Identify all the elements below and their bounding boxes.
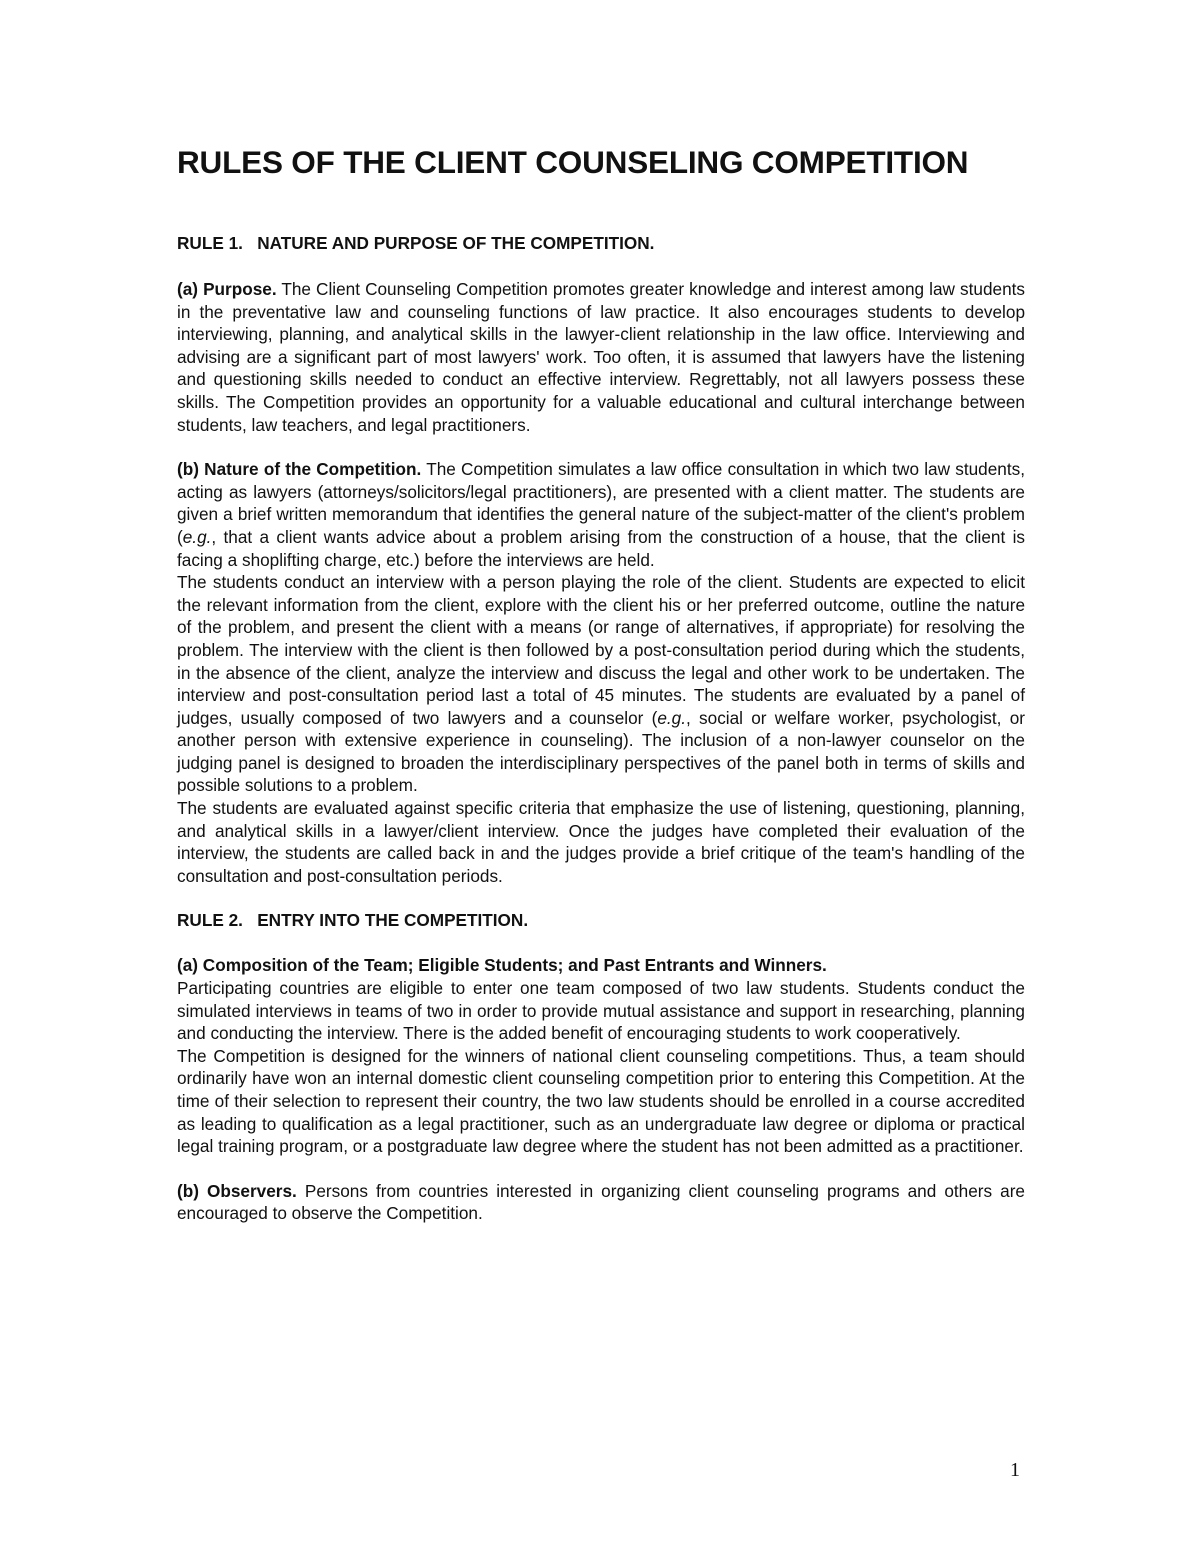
rule-1-heading: RULE 1. NATURE AND PURPOSE OF THE COMPETITION. xyxy=(177,233,655,253)
rule-1b-eg-2: e.g. xyxy=(657,707,687,728)
rule-1b-paragraph-2 xyxy=(177,571,1025,797)
document-title: RULES OF THE CLIENT COUNSELING COMPETITION xyxy=(177,144,969,180)
rule-2b-paragraph xyxy=(177,1180,1025,1225)
rule-1b-eg-1: e.g. xyxy=(182,526,212,547)
rule-1b-text-2b: , social or welfare worker, psychologist, or another person with extensive experience in counseling). The inclusion of a non-lawyer counselor on the judging panel is designed to broaden the interdisciplinary perspectives of the panel both in terms of skills and possible solutions to a problem. xyxy=(177,707,1025,796)
rule-1a-label: (a) Purpose. xyxy=(177,279,277,299)
rule-1a-text: The Client Counseling Competition promotes greater knowledge and interest among law students in the preventative law and counseling functions of law practice. It also encourages students to develop interviewing, planning, and analytical skills in the lawyer-client relationship in the law office. Interviewing and advising are a significant part of most lawyers' work. Too often, it is assumed that lawyers have the listening and questioning skills needed to conduct an effective interview. Regrettably, not all lawyers possess these skills. The Competition provides an opportunity for a valuable educational and cultural interchange between students, law teachers, and legal practitioners. xyxy=(177,279,1025,435)
rule-1a-paragraph xyxy=(177,278,1025,436)
rule-1b-paragraph-1 xyxy=(177,458,1025,571)
document-content xyxy=(177,142,1025,1225)
rule-2a-paragraph-1: Participating countries are eligible to enter one team composed of two law students. Students conduct the simulated interviews in teams of two in order to provide mutual assistance and support in researching, planning and conducting the interview. There is the added benefit of encouraging students to work cooperatively. xyxy=(177,978,1025,1044)
rule-2a-paragraph-2: The Competition is designed for the winners of national client counseling competitions. Thus, a team should ordinarily have won an internal domestic client counseling competition prior to entering this Competition. At the time of their selection to represent their country, the two law students should be enrolled in a course accredited as leading to qualification as a legal practitioner, such as an undergraduate law degree or diploma or practical legal training program, or a postgraduate law degree where the student has not been admitted as a practitioner. xyxy=(177,1045,1025,1157)
rule-1b-text-1a: The Competition simulates a law office consultation in which two law students, acting as lawyers (attorneys/solicitors/legal practitioners), are presented with a client matter. The students are given a brief written memorandum that identifies the general nature of the subject-matter of the client's problem ( xyxy=(177,459,1025,547)
rule-1b-text-2a: The students conduct an interview with a person playing the role of the client. Students are expected to elicit the relevant information from the client, explore with the client his or her preferred outcome, outline the nature of the problem, and present the client with a means (or range of alternatives, if appropriate) for resolving the problem. The interview with the client is then followed by a post-consultation period during which the students, in the absence of the client, analyze the interview and discuss the legal and other work to be undertaken. The interview and post-consultation period last a total of 45 minutes. The students are evaluated by a panel of judges, usually composed of two lawyers and a counselor ( xyxy=(177,572,1025,728)
rule-2b-label: (b) Observers. xyxy=(177,1180,297,1201)
rule-1b-label: (b) Nature of the Competition. xyxy=(177,459,422,480)
rule-2a-label: (a) Composition of the Team; Eligible Students; and Past Entrants and Winners. xyxy=(177,955,827,976)
page-number: 1 xyxy=(1010,1459,1020,1481)
rule-2-heading: RULE 2. ENTRY INTO THE COMPETITION. xyxy=(177,910,529,931)
rule-1b-paragraph-3: The students are evaluated against specific criteria that emphasize the use of listening, questioning, planning, and analytical skills in a lawyer/client interview. Once the judges have completed their evaluation of the interview, the students are called back in and the judges provide a brief critique of the team's handling of the consultation and post-consultation periods. xyxy=(177,798,1025,886)
rule-2b-text: Persons from countries interested in organizing client counseling programs and others are encouraged to observe the Competition. xyxy=(177,1180,1025,1224)
rule-1b-text-1b: , that a client wants advice about a problem arising from the construction of a house, that the client is facing a shoplifting charge, etc.) before the interviews are held. xyxy=(177,526,1025,570)
